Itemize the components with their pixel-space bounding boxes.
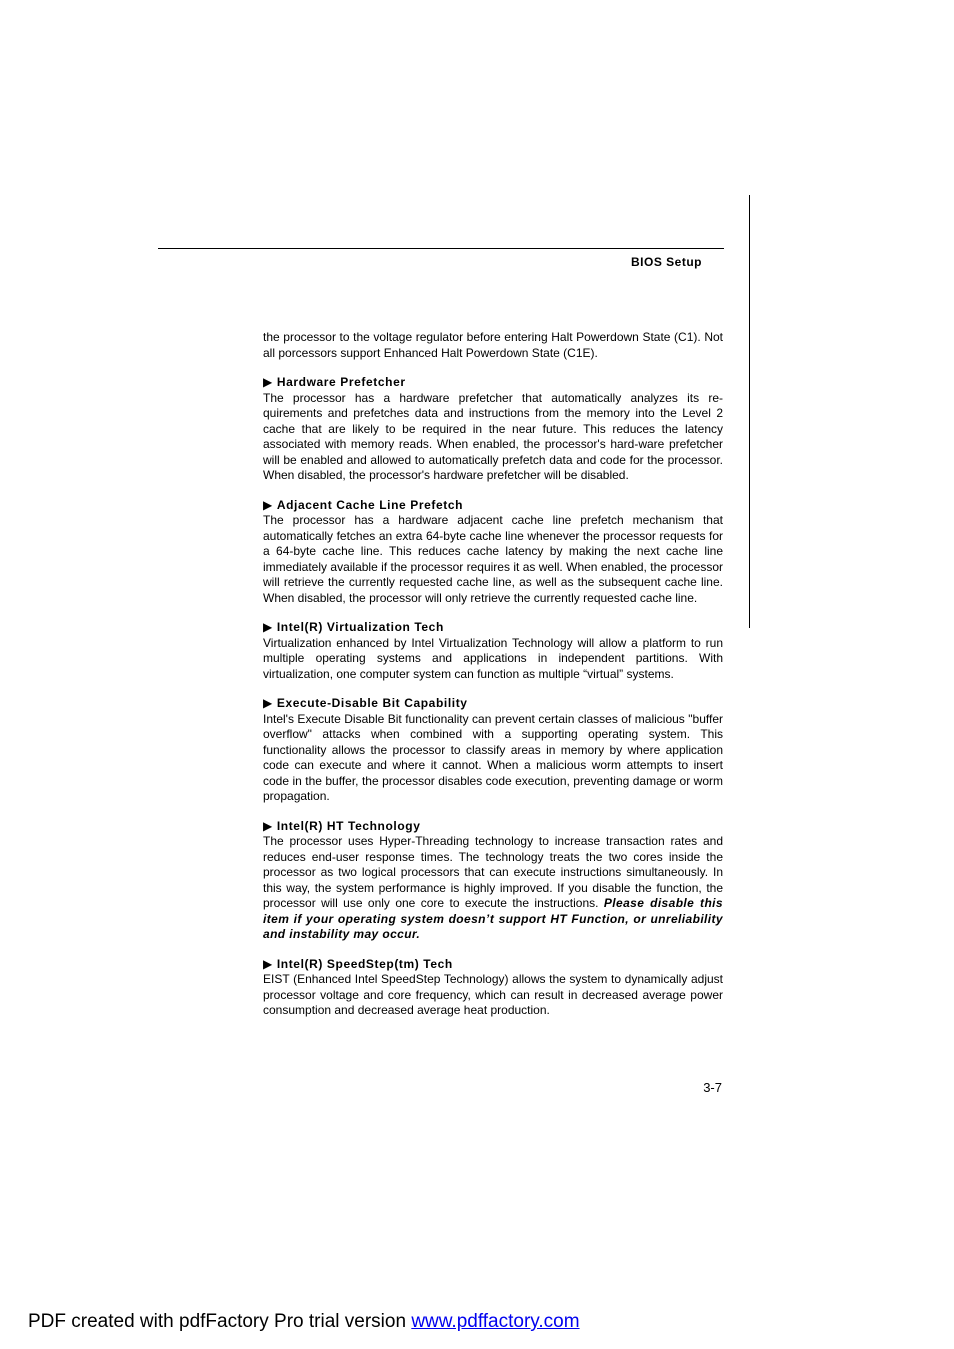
item-title: Hardware Prefetcher [276, 375, 406, 389]
content-body [263, 330, 723, 1019]
arrow-icon: ▶ [263, 956, 273, 971]
item-body [263, 834, 723, 943]
arrow-icon: ▶ [263, 375, 273, 389]
item-heading [263, 957, 723, 973]
item-heading [263, 819, 723, 835]
pdf-footer [28, 1311, 580, 1333]
item-heading [263, 620, 723, 636]
footer-text: PDF created with pdfFactory Pro trial version [28, 1311, 412, 1332]
item-virtualization-tech [263, 620, 723, 682]
item-title: Execute-Disable Bit Capability [276, 696, 468, 710]
item-title: Intel(R) SpeedStep(tm) Tech [276, 956, 453, 971]
page-number: 3-7 [703, 1080, 722, 1095]
item-ht-technology [263, 819, 723, 943]
warning-text: Please disable this item if your operating system doesn’t support HT Function, or unreliability and instability may occur. [263, 896, 723, 941]
item-heading [263, 696, 723, 712]
item-body: EIST (Enhanced Intel SpeedStep Technology) allows the system to dynamically adjust processor voltage and core frequency, which can result in decreased average power consumption and decreased average heat production. [263, 972, 723, 1017]
item-adjacent-cache-line-prefetch [263, 498, 723, 607]
item-body: The processor has a hardware adjacent cache line prefetch mechanism that automatically fetches an extra 64-byte cache line whenever the processor requests for a 64-byte cache line. This reduces cache latency by making the next cache line immediately available if the processor requires it as well. When enabled, the processor will retrieve the currently requested cache line, as well as the subsequent cache line. When disabled, the processor will only retrieve the currently requested cache line. [263, 513, 723, 605]
item-title: Adjacent Cache Line Prefetch [276, 497, 464, 512]
item-execute-disable-bit [263, 696, 723, 805]
intro-paragraph: the processor to the voltage regulator before entering Halt Powerdown State (C1). Not all porcessors support Enhanced Halt Powerdown State (C1E). [263, 330, 723, 360]
item-body: Intel's Execute Disable Bit functionality can prevent certain classes of malicious "buffer overflow" attacks when combined with a supporting operating system. This functionality allows the processor to classify areas in memory by where application code can execute and where it cannot. When a malicious worm attempts to insert code in the buffer, the processor disables code execution, preventing damage or worm propagation. [263, 711, 723, 803]
item-hardware-prefetcher [263, 375, 723, 484]
arrow-icon: ▶ [263, 818, 273, 833]
arrow-icon: ▶ [263, 497, 273, 512]
arrow-icon: ▶ [263, 696, 273, 710]
arrow-icon: ▶ [263, 620, 273, 634]
item-title: Intel(R) HT Technology [276, 818, 421, 833]
header-rule [158, 248, 724, 249]
pdffactory-link[interactable]: www.pdffactory.com [411, 1311, 580, 1332]
item-title: Intel(R) Virtualization Tech [276, 620, 444, 634]
item-body-text: The processor uses Hyper-Threading technology to increase transaction rates and reduces end-user response times. The technology treats the two cores inside the processor as two logical processors that can execute instructions simultaneously. In this way, the system performance is highly improved. If you disable the function, the processor will use only one core to execute the instructions. [263, 834, 723, 910]
item-heading [263, 498, 723, 514]
section-title: BIOS Setup [630, 255, 702, 269]
item-speedstep-tech [263, 957, 723, 1019]
item-body: Virtualization enhanced by Intel Virtualization Technology will allow a platform to run multiple operating systems and applications in independent partitions. With virtualization, one computer system can function as multiple “virtual” systems. [263, 635, 723, 681]
vertical-rule [749, 195, 750, 628]
item-heading [263, 375, 723, 391]
item-body: The processor has a hardware prefetcher that automatically analyzes its re-quirements and prefetches data and instructions from the memory into the Level 2 cache that are likely to be required in the near future. This reduces the latency associated with memory reads. When enabled, the processor's hard-ware prefetcher will be enabled and allowed to automatically prefetch data and code for the processor. When disabled, the processor's hardware prefetcher will be disabled. [263, 390, 723, 482]
